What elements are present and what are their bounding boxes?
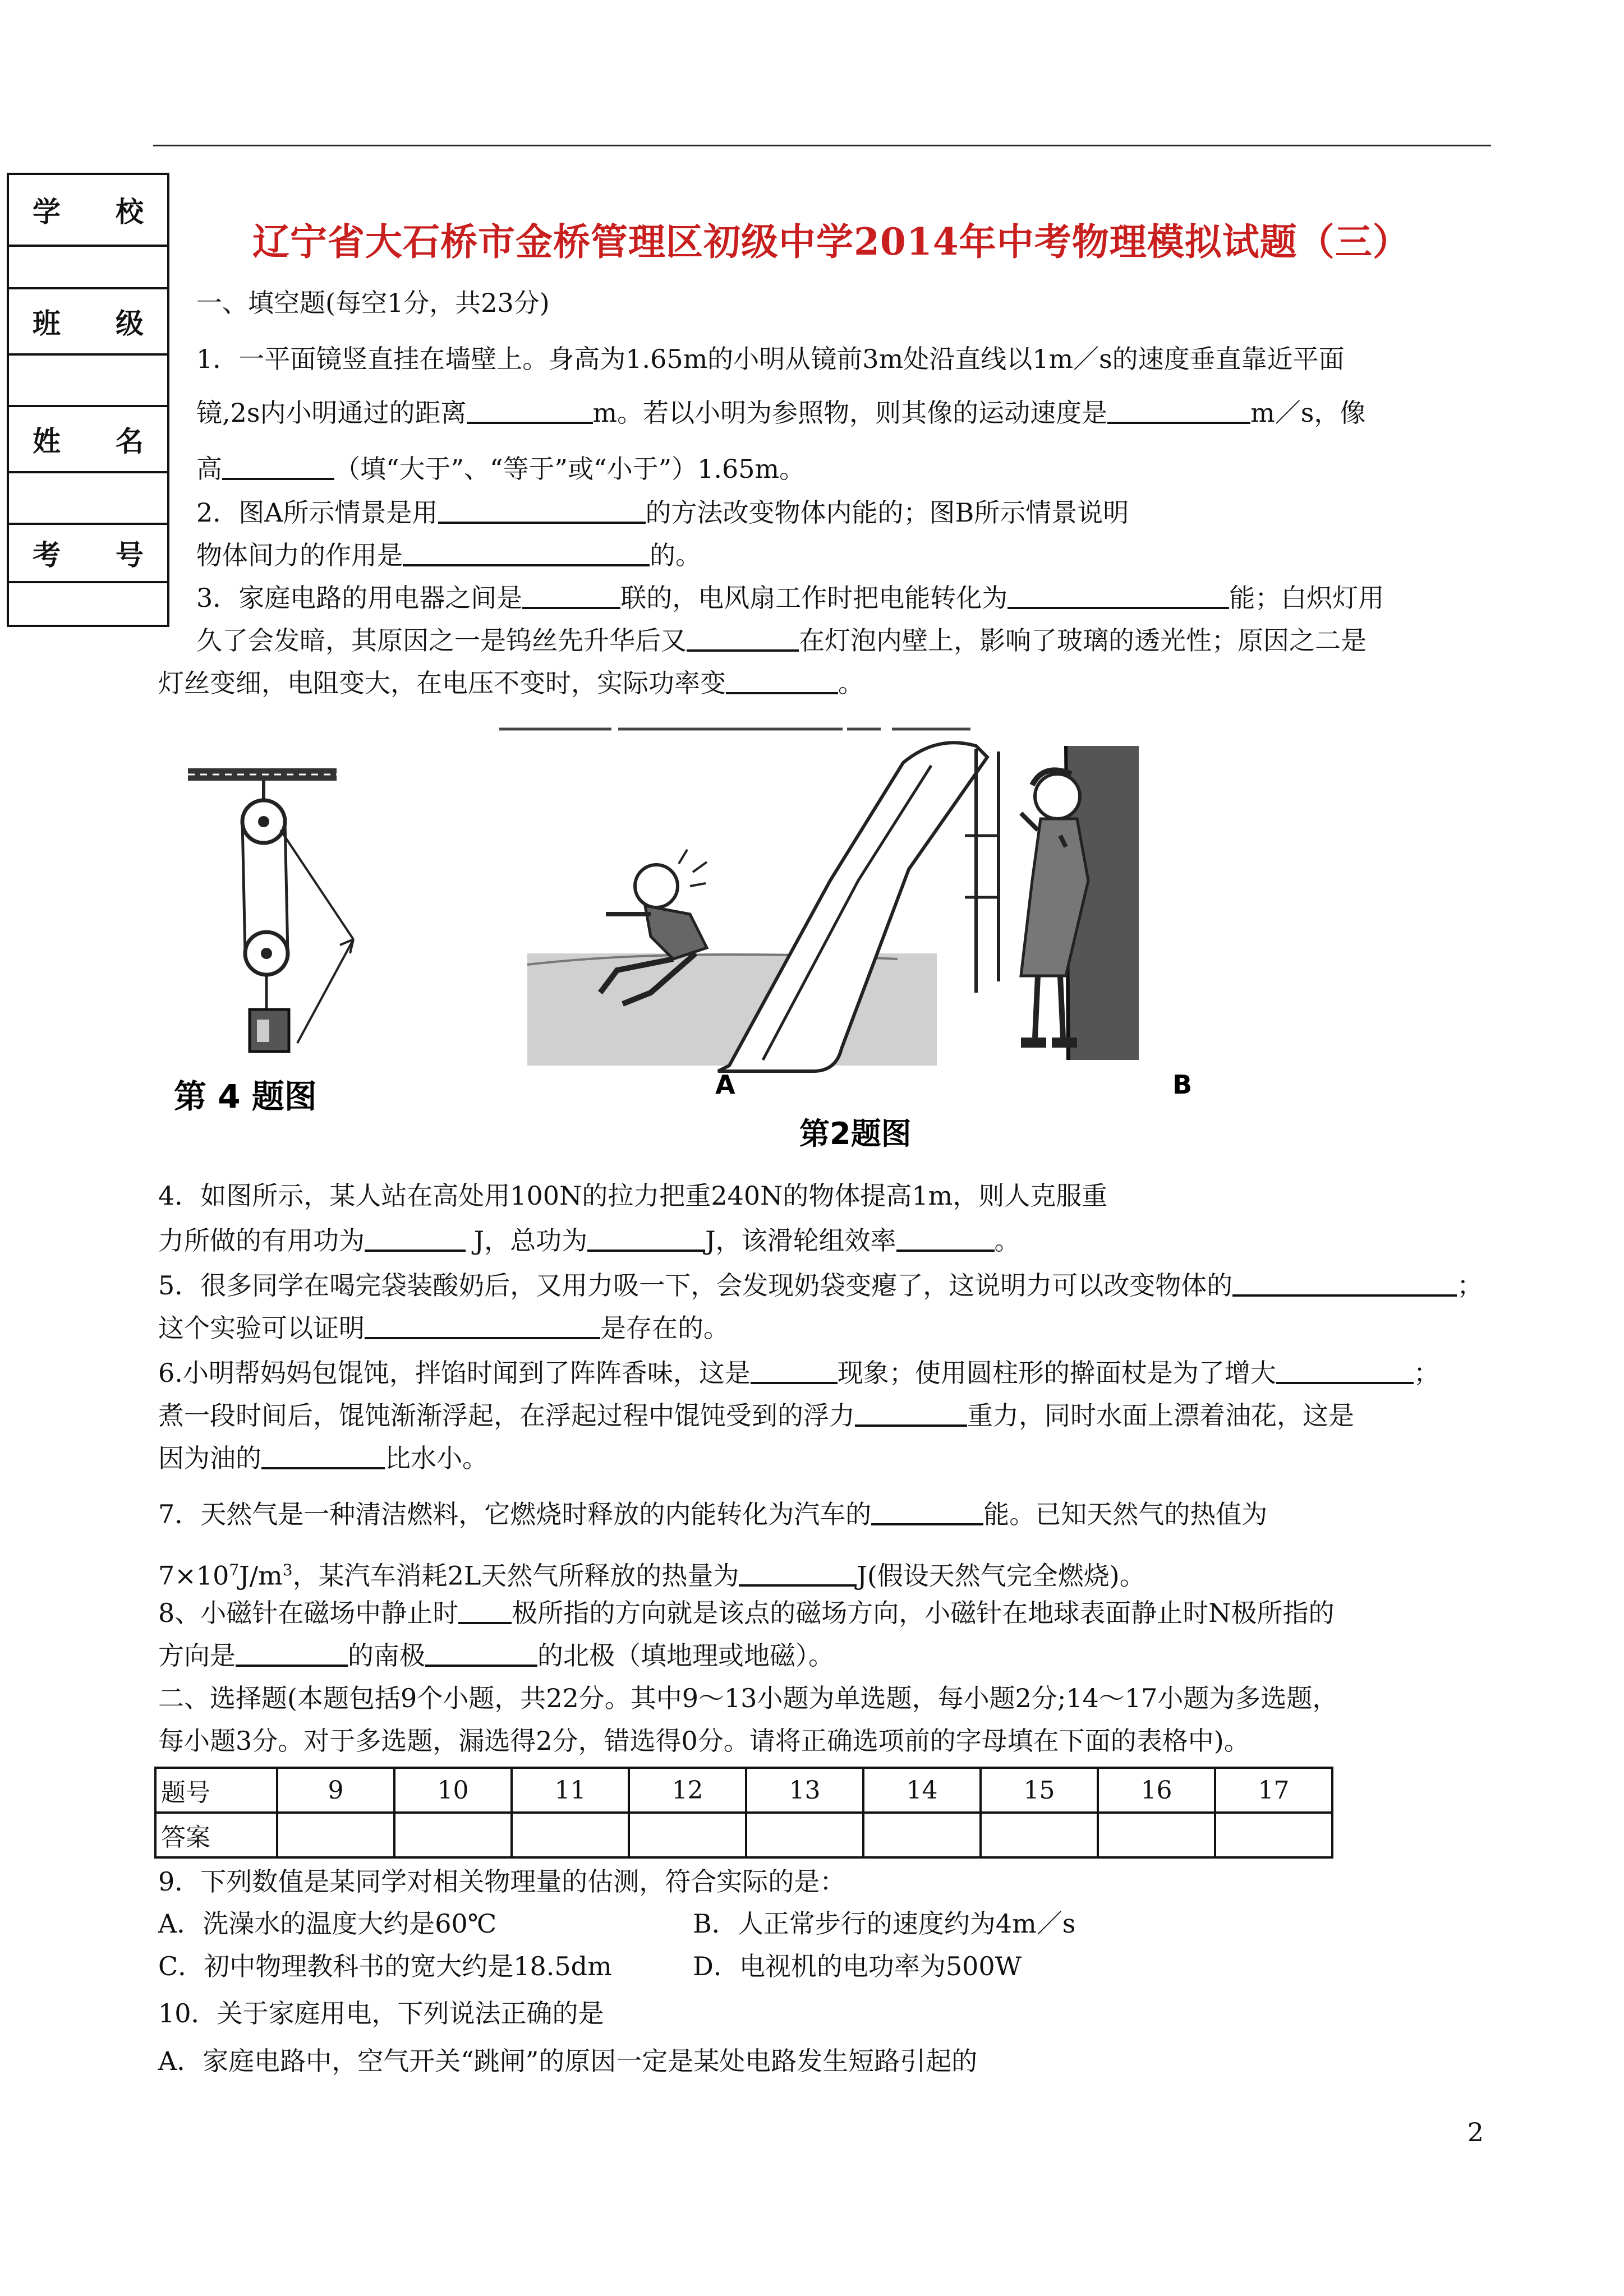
- q3-line2: 久了会发暗，其原因之一是钨丝先升华后又 在灯泡内壁上，影响了玻璃的透光性；原因之二是: [196, 624, 1367, 657]
- q7-blank-1[interactable]: [871, 1497, 983, 1525]
- q7-blank-2[interactable]: [739, 1559, 857, 1587]
- answer-table-q-number: 11: [512, 1768, 629, 1813]
- q3-blank-1[interactable]: [522, 581, 620, 609]
- q3-blank-4[interactable]: [726, 666, 838, 694]
- q6-line2: 煮一段时间后，馄饨渐渐浮起，在浮起过程中馄饨受到的浮力 重力，同时水面上漂着油花，这是: [158, 1399, 1354, 1432]
- info-number-label: 考 号: [9, 525, 167, 583]
- q1-line2: 镜,2s内小明通过的距离 m。若以小明为参照物，则其像的运动速度是 m／s，像: [196, 396, 1365, 430]
- answer-table-q-number: 16: [1098, 1768, 1215, 1813]
- q6-line1: 6.小明帮妈妈包馄饨，拌馅时闻到了阵阵香味，这是 现象；使用圆柱形的擀面杖是为了增大 ；: [158, 1356, 1439, 1390]
- q7-line1: 7．天然气是一种清洁燃料，它燃烧时释放的内能转化为汽车的 能。已知天然气的热值为: [158, 1497, 1267, 1531]
- answer-table: [154, 1767, 1333, 1859]
- q3-line1: 3．家庭电路的用电器之间是 联的，电风扇工作时把电能转化为 能；白炽灯用: [196, 581, 1384, 615]
- q5-line2: 这个实验可以证明 是存在的。: [158, 1311, 729, 1345]
- answer-table-q-number: 14: [863, 1768, 981, 1813]
- q10-option-a: A．家庭电路中，空气开关“跳闸”的原因一定是某处电路发生短路引起的: [158, 2046, 978, 2076]
- q7-line2: $7\times 10^7J/m^3$，某汽车消耗2L天然气所释放的热量为 J(假设天然气完全燃烧)。: [158, 1553, 1145, 1592]
- section-2-line1: 二、选择题(本题包括9个小题，共22分。其中9～13小题为单选题，每小题2分;14～17小题为多选题，: [158, 1683, 1338, 1713]
- q9-option-a: A．洗澡水的温度大约是60℃: [158, 1908, 497, 1939]
- pulley-figure: [188, 768, 353, 1052]
- q8-line2: 方向是 的南极 的北极（填地理或地磁）。: [158, 1639, 834, 1672]
- q8-blank-2[interactable]: [236, 1639, 348, 1667]
- q5-line1: 5．很多同学在喝完袋装酸奶后，又用力吸一下，会发现奶袋变瘪了，这说明力可以改变物体的 ；: [158, 1269, 1483, 1302]
- answer-cell[interactable]: [277, 1813, 394, 1857]
- answer-table-header-row: [155, 1768, 1332, 1813]
- info-class-label: 班 级: [9, 289, 167, 356]
- q3-blank-2[interactable]: [1007, 581, 1229, 609]
- header-rule: [153, 145, 1491, 146]
- page-title: 辽宁省大石桥市金桥管理区初级中学2014年中考物理模拟试题（三）: [252, 220, 1410, 264]
- q6-blank-3[interactable]: [855, 1399, 967, 1427]
- page-number: 2: [1467, 2117, 1484, 2147]
- q5-blank-1[interactable]: [1232, 1269, 1457, 1297]
- answer-table-q-number: 15: [981, 1768, 1098, 1813]
- answer-cell[interactable]: [1098, 1813, 1215, 1857]
- student-info-box: [7, 173, 169, 627]
- answer-cell[interactable]: [394, 1813, 512, 1857]
- q10-stem: 10．关于家庭用电，下列说法正确的是: [158, 1998, 604, 2028]
- answer-table-q-number: 13: [746, 1768, 863, 1813]
- q2-line2: 物体间力的作用是 的。: [196, 538, 701, 572]
- q5-blank-2[interactable]: [365, 1311, 600, 1339]
- info-name-field[interactable]: [9, 473, 167, 525]
- section-2-line2: 每小题3分。对于多选题，漏选得2分，错选得0分。请将正确选项前的字母填在下面的表格中)。: [158, 1726, 1250, 1756]
- q3-blank-3[interactable]: [687, 624, 799, 652]
- q6-blank-4[interactable]: [261, 1441, 385, 1469]
- answer-table-head-number: 题号: [155, 1768, 277, 1813]
- info-school-field[interactable]: [9, 247, 167, 289]
- q9-stem: 9．下列数值是某同学对相关物理量的估测，符合实际的是：: [158, 1866, 846, 1897]
- answer-cell[interactable]: [746, 1813, 863, 1857]
- q4-blank-1[interactable]: [365, 1224, 466, 1252]
- q9-option-d: D．电视机的电功率为500W: [693, 1951, 1022, 1981]
- q2-blank-1[interactable]: [438, 496, 646, 524]
- fig2-label-a: A: [715, 1069, 735, 1100]
- answer-cell[interactable]: [981, 1813, 1098, 1857]
- q2-blank-2[interactable]: [403, 538, 650, 566]
- q4-blank-2[interactable]: [587, 1224, 705, 1252]
- q1-blank-1[interactable]: [467, 396, 593, 424]
- q4-line2: 力所做的有用功为 J，总功为 J，该滑轮组效率 。: [158, 1224, 1020, 1257]
- q9-option-c: C．初中物理教科书的宽大约是18.5dm: [158, 1951, 612, 1981]
- answer-table-q-number: 12: [629, 1768, 746, 1813]
- answer-cell[interactable]: [512, 1813, 629, 1857]
- slide-figure-a: [527, 743, 999, 1071]
- section-1-heading: 一、填空题(每空1分，共23分): [196, 288, 550, 318]
- answer-table-q-number: 17: [1215, 1768, 1332, 1813]
- answer-table-q-number: 10: [394, 1768, 512, 1813]
- fig2-caption: 第2题图: [799, 1116, 912, 1151]
- q4-blank-3[interactable]: [896, 1224, 995, 1252]
- q1-blank-3[interactable]: [222, 452, 334, 480]
- answer-cell[interactable]: [863, 1813, 981, 1857]
- answer-cell[interactable]: [1215, 1813, 1332, 1857]
- q4-line1: 4．如图所示，某人站在高处用100N的拉力把重240N的物体提高1m，则人克服重: [158, 1181, 1108, 1211]
- q9-option-b: B．人正常步行的速度约为4m／s: [693, 1908, 1076, 1939]
- q6-blank-1[interactable]: [751, 1356, 838, 1384]
- fig4-caption: 第 4 题图: [174, 1077, 317, 1115]
- figures-area: [168, 712, 1290, 1161]
- q8-blank-3[interactable]: [425, 1639, 537, 1667]
- answer-table-q-number: 9: [277, 1768, 394, 1813]
- q1-line3: 高 （填“大于”、“等于”或“小于”）1.65m。: [196, 452, 805, 486]
- q6-blank-2[interactable]: [1276, 1356, 1414, 1384]
- info-class-field[interactable]: [9, 356, 167, 407]
- q6-line3: 因为油的 比水小。: [158, 1441, 488, 1475]
- info-name-label: 姓 名: [9, 407, 167, 473]
- wall-figure-b: [1021, 746, 1139, 1060]
- info-number-field[interactable]: [9, 583, 167, 625]
- fig2-label-b: B: [1172, 1069, 1193, 1100]
- q3-line3: 灯丝变细，电阻变大，在电压不变时，实际功率变 。: [158, 666, 864, 700]
- info-school-label: 学 校: [9, 175, 167, 247]
- q8-blank-1[interactable]: [458, 1596, 512, 1624]
- q1-line1: 1．一平面镜竖直挂在墙壁上。身高为1.65m的小明从镜前3m处沿直线以1m／s的速度垂直靠近平面: [196, 344, 1345, 374]
- q1-blank-2[interactable]: [1107, 396, 1250, 424]
- q8-line1: 8、小磁针在磁场中静止时 极所指的方向就是该点的磁场方向，小磁针在地球表面静止时N极所指的: [158, 1596, 1335, 1630]
- answer-table-answer-row: [155, 1813, 1332, 1857]
- answer-cell[interactable]: [629, 1813, 746, 1857]
- answer-table-head-answer: 答案: [155, 1813, 277, 1857]
- q2-line1: 2．图A所示情景是用 的方法改变物体内能的；图B所示情景说明: [196, 496, 1129, 529]
